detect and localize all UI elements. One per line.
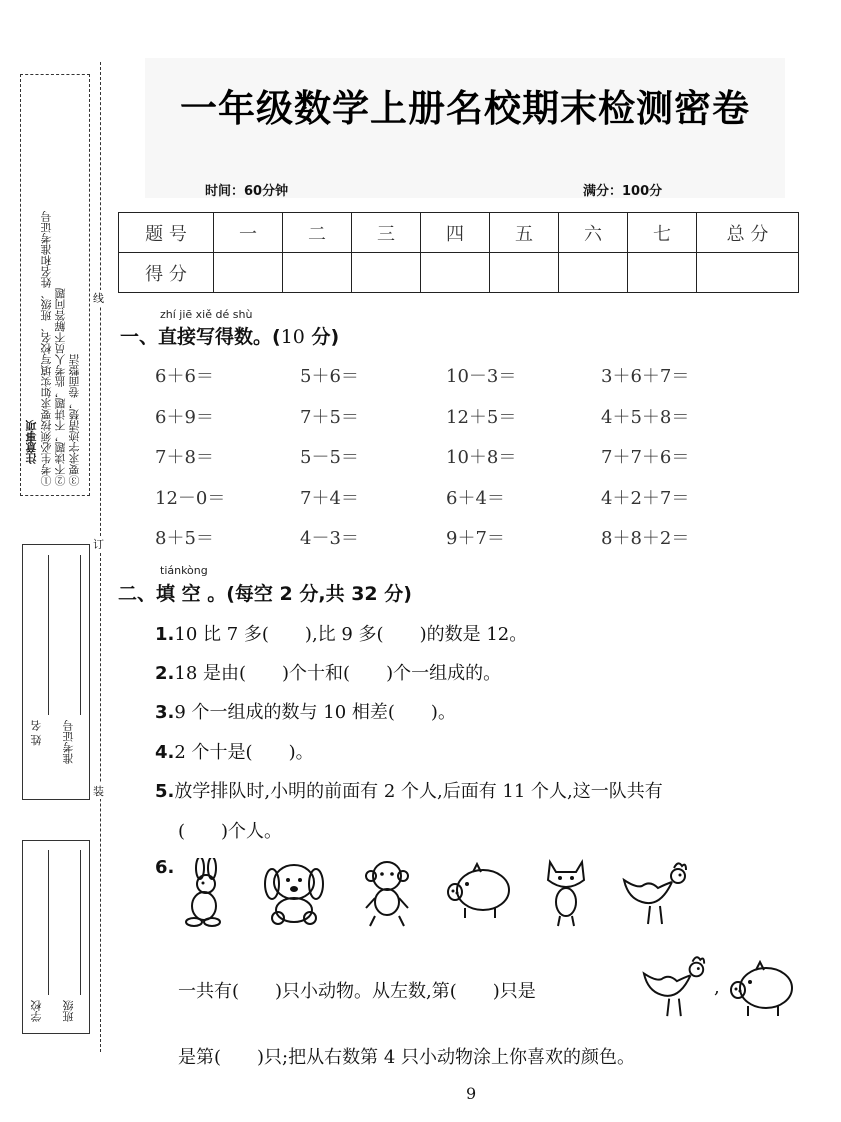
question-4	[155, 738, 314, 764]
question-5	[155, 777, 663, 803]
calc-problem: 12－0＝	[155, 487, 226, 509]
score-header-cell: 总 分	[697, 213, 799, 253]
score-cell[interactable]	[214, 253, 283, 293]
calc-problem: 7＋4＝	[300, 487, 359, 509]
section1-title-end: 分)	[304, 326, 340, 348]
question-5-cont: ( )个人。	[178, 821, 283, 842]
question-text: 9 个一组成的数与 10 相差( )。	[174, 702, 456, 723]
question-number: 4.	[155, 742, 175, 763]
question-6-line-1: 一共有( )只小动物。从左数,第( )只是	[178, 981, 536, 1002]
score-header-cell: 一	[214, 213, 283, 253]
score-header-cell: 七	[628, 213, 697, 253]
score-table-score-row	[119, 253, 799, 293]
calc-problem: 6＋4＝	[446, 487, 505, 509]
rooster-icon	[620, 858, 692, 930]
score-header-cell: 二	[283, 213, 352, 253]
rooster-icon	[640, 952, 710, 1022]
score-cell[interactable]	[697, 253, 799, 293]
full-score: 满分：100分	[583, 184, 663, 199]
calc-problem: 6＋9＝	[155, 406, 214, 428]
id-label: 准考证号	[62, 720, 75, 764]
section1-title	[120, 322, 339, 349]
school-field[interactable]	[48, 850, 49, 995]
calc-problem: 7＋7＋6＝	[601, 447, 690, 468]
cat-icon	[540, 856, 592, 928]
section2-title: 二、填 空 。(每空 2 分,共 32 分)	[118, 583, 412, 605]
binding-mark-ding: 订	[93, 538, 104, 551]
question-number: 3.	[155, 702, 175, 723]
section1-title-points: 10	[280, 326, 305, 348]
notice-line-2: ②不读题，不讲题，监考人员不解答问题	[54, 288, 67, 486]
calc-problem: 7＋8＝	[155, 447, 214, 468]
score-row-label: 得 分	[119, 253, 214, 293]
score-header-cell: 六	[559, 213, 628, 253]
calc-problem: 9＋7＝	[446, 528, 505, 549]
name-field[interactable]	[48, 555, 49, 715]
calc-problem: 10－3＝	[446, 366, 517, 387]
binding-mark-xian: 线	[93, 292, 104, 305]
page-number: 9	[466, 1084, 477, 1103]
calc-problem: 8＋8＋2＝	[601, 528, 690, 549]
score-cell[interactable]	[352, 253, 421, 293]
score-table-header-row	[119, 213, 799, 253]
question-6-comma: ,	[714, 977, 720, 998]
exam-time: 时间：60分钟	[205, 184, 289, 199]
score-header-cell: 四	[421, 213, 490, 253]
score-cell[interactable]	[628, 253, 697, 293]
score-cell[interactable]	[421, 253, 490, 293]
pig-icon	[726, 960, 798, 1020]
notice-label: 注意事项	[25, 420, 38, 464]
question-number: 1.	[155, 624, 175, 645]
question-text: 2 个十是( )。	[174, 742, 314, 763]
section2-pinyin: tiánkòng	[160, 564, 208, 577]
name-label: 姓 名	[30, 720, 43, 746]
binding-cut-line	[100, 62, 101, 1052]
question-6-number	[155, 857, 174, 878]
page-title: 一年级数学上册名校期末检测密卷	[180, 87, 750, 130]
score-cell[interactable]	[559, 253, 628, 293]
question-text: 18 是由( )个十和( )个一组成的。	[174, 663, 502, 684]
question-number: 2.	[155, 663, 175, 684]
puppy-icon	[260, 860, 328, 926]
school-label: 学校	[30, 1000, 43, 1022]
section1-title-text: 一、直接写得数。(	[120, 326, 281, 348]
calc-problem: 12＋5＝	[446, 406, 517, 428]
score-header-cell: 五	[490, 213, 559, 253]
section1-pinyin: zhí jiē xiě dé shù	[160, 308, 253, 321]
binding-mark-zhuang: 装	[93, 785, 104, 798]
calc-problem: 4＋2＋7＝	[601, 487, 690, 509]
score-header-cell: 题 号	[119, 213, 214, 253]
calc-problem: 6＋6＝	[155, 366, 214, 387]
calc-problem: 8＋5＝	[155, 528, 214, 549]
score-header-cell: 三	[352, 213, 421, 253]
question-1	[155, 620, 527, 646]
score-cell[interactable]	[283, 253, 352, 293]
question-number: 5.	[155, 781, 175, 802]
calc-problem: 5＋6＝	[300, 366, 359, 387]
notice-line-3: ③要求字迹清楚，卷面整洁	[68, 354, 81, 486]
pig-icon	[443, 862, 515, 922]
class-field[interactable]	[80, 850, 81, 995]
class-label: 班级	[62, 1000, 75, 1022]
rabbit-icon	[178, 858, 238, 928]
notice-line-1: ①考生必须按要求如实填写校名、班级、姓名和准考证号	[40, 211, 53, 486]
question-3	[155, 698, 456, 724]
id-field[interactable]	[80, 555, 81, 715]
question-number: 6.	[155, 857, 175, 878]
calc-problem: 3＋6＋7＝	[601, 366, 690, 387]
calc-problem: 4＋5＋8＝	[601, 406, 690, 428]
score-cell[interactable]	[490, 253, 559, 293]
monkey-icon	[358, 858, 416, 928]
question-2	[155, 659, 501, 685]
calc-problem: 4－3＝	[300, 528, 359, 549]
question-text: 10 比 7 多( ),比 9 多( )的数是 12。	[174, 624, 528, 645]
calc-problem: 7＋5＝	[300, 406, 359, 428]
calc-problem: 5－5＝	[300, 447, 359, 468]
question-6-line-2: 是第( )只;把从右数第 4 只小动物涂上你喜欢的颜色。	[178, 1047, 636, 1068]
calc-problem: 10＋8＝	[446, 447, 517, 468]
question-text: 放学排队时,小明的前面有 2 个人,后面有 11 个人,这一队共有	[174, 781, 663, 802]
score-table	[118, 212, 799, 293]
